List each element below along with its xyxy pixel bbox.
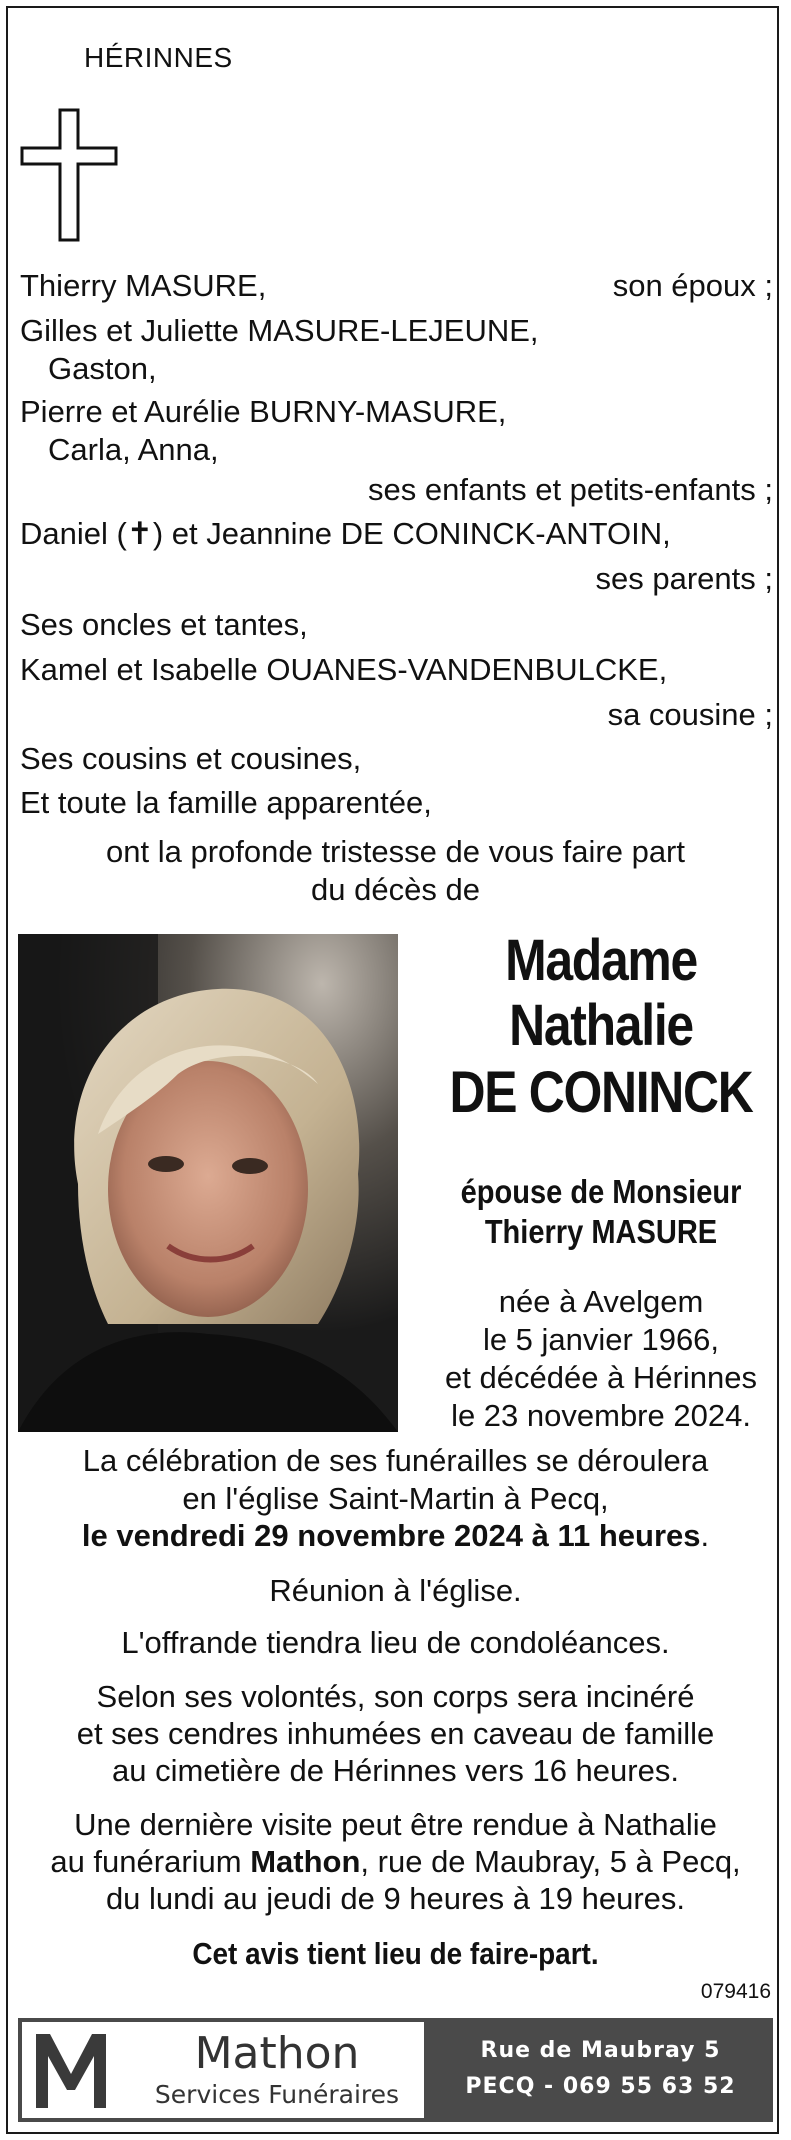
family-line: Ses oncles et tantes, [20,607,308,642]
visit-text-part: , rue de Maubray, 5 à Pecq, [360,1844,741,1879]
ceremony-date-bold: le vendredi 29 novembre 2024 à 11 heures [81,1518,701,1553]
visit-text: Une dernière visite peut être rendue à Nathalie [74,1807,717,1842]
family-line: Thierry MASURE, [20,268,267,303]
deceased-cross-icon: ✝ [126,516,153,551]
spouse-line: épouse de Monsieur [460,1173,742,1210]
funeral-home-address: Rue de Maubray 5 [480,2038,721,2063]
deceased-title: Madame [505,928,697,993]
funeral-home-phone: PECQ - 069 55 63 52 [465,2074,736,2099]
family-line-part: ) et Jeannine DE CONINCK-ANTOIN, [152,516,671,551]
reference-number: 079416 [700,1980,771,2003]
ceremony-text: La célébration de ses funérailles se déroulera [82,1443,709,1478]
brand-subtitle: Services Funéraires [154,2080,400,2109]
ceremony-date-end: . [700,1518,710,1553]
portrait-photo [18,934,398,1432]
relation-label: ses enfants et petits-enfants ; [368,472,773,507]
notice-closing: Cet avis tient lieu de faire-part. [192,1936,599,1971]
town-heading: HÉRINNES [84,42,233,73]
mathon-m-logo-icon [32,2030,110,2110]
relation-label: sa cousine ; [607,697,773,732]
gathering-text: Réunion à l'église. [269,1573,522,1608]
offering-text: L'offrande tiendra lieu de condoléances. [121,1625,670,1660]
relation-label: ses parents ; [595,561,773,596]
family-line: Ses cousins et cousines, [20,741,362,776]
family-line: Kamel et Isabelle OUANES-VANDENBULCKE, [20,652,668,687]
funeral-home-name: Mathon [250,1844,361,1879]
birth-date: le 5 janvier 1966, [482,1322,720,1357]
cremation-text: Selon ses volontés, son corps sera incinéré [96,1679,695,1714]
family-line: Pierre et Aurélie BURNY-MASURE, [20,394,507,429]
ceremony-text: en l'église Saint-Martin à Pecq, [182,1481,609,1516]
deceased-first-name: Nathalie [509,993,693,1058]
visit-text [20,1843,771,1880]
death-date: le 23 novembre 2024. [451,1398,751,1433]
logo-panel [22,2022,424,2118]
deceased-last-name: DE CONINCK [449,1060,753,1125]
visit-text-part: au funérarium [50,1844,251,1879]
announcement-text: ont la profonde tristesse de vous faire part [106,834,685,869]
family-line: Et toute la famille apparentée, [20,785,432,820]
funeral-home-banner [18,2018,773,2122]
family-line: Carla, Anna, [48,432,219,467]
cremation-text: et ses cendres inhumées en caveau de famille [76,1716,715,1751]
brand-name: Mathon [194,2028,360,2079]
death-place: et décédée à Hérinnes [445,1360,757,1395]
cross-icon [20,108,120,244]
relation-label: son époux ; [612,268,773,303]
ceremony-date [20,1517,771,1554]
family-line-part: Daniel ( [20,516,127,551]
birth-place: née à Avelgem [498,1284,704,1319]
family-line: Gaston, [48,351,157,386]
family-line [20,514,671,554]
spouse-name: Thierry MASURE [484,1213,718,1250]
cremation-text: au cimetière de Hérinnes vers 16 heures. [112,1753,679,1788]
announcement-text: du décès de [311,872,480,907]
family-line: Gilles et Juliette MASURE-LEJEUNE, [20,313,539,348]
visit-text: du lundi au jeudi de 9 heures à 19 heures. [105,1881,686,1916]
